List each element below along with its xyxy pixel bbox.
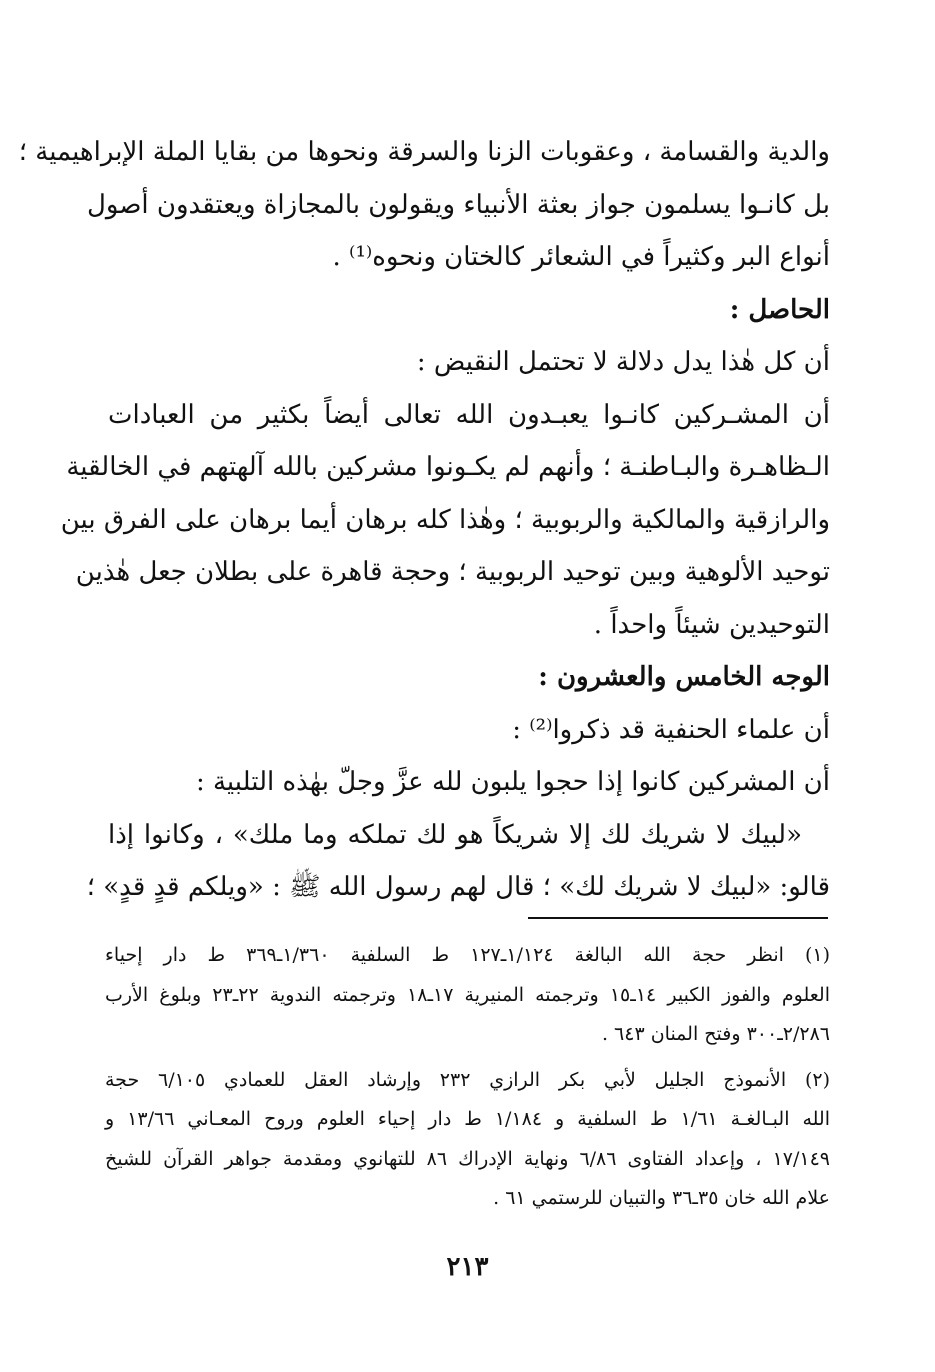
text-line: والرازقية والمالكية والربوبية ؛ وهٰذا كله برهان أيما برهان على الفرق بين — [60, 504, 830, 535]
text-line: أن المشركين كانوا إذا حجوا يلبون لله عزَّ وجلّ بهٰذه التلبية : — [195, 767, 830, 797]
text-line: بل كانـوا يسلمون جواز بعثة الأنبياء ويقولون بالمجازاة ويعتقدون أصول — [87, 189, 830, 220]
text-line: التوحيدين شيئاً واحداً . — [593, 609, 830, 640]
text-line: أن كل هٰذا يدل دلالة لا تحتمل النقيض : — [416, 347, 830, 377]
text-line: أن المشـركين كانـوا يعبـدون الله تعالى أيضاً بكثير من العبادات — [108, 399, 830, 430]
text-line: أنواع البر وكثيراً في الشعائر كالختان ونحوه⁽¹⁾ . — [332, 242, 830, 272]
footnotes — [105, 936, 830, 1219]
footnote-line: ١٧/١٤٩ ، وإعداد الفتاوى ٦/٨٦ ونهاية الإدراك ٨٦ للتهانوي ومقدمة جواهر القرآن للشيخ — [105, 1147, 831, 1170]
text-line: والدية والقسامة ، وعقوبات الزنا والسرقة ونحوها من بقايا الملة الإبراهيمية ؛ — [18, 137, 830, 167]
footnote-line: علام الله خان ٣٥ـ٣٦ والتبيان للرستمي ٦١ . — [493, 1187, 830, 1209]
footnote-line: الله البـالغـة ١/٦١ ط السلفية و ١/١٨٤ ط دار إحياء العلوم وروح المعـاني ١٣/٦٦ و — [105, 1108, 830, 1130]
section-heading: الحاصل : — [729, 294, 830, 325]
text-line: قالو: «لبيك لا شريك لك» ؛ قال لهم رسول الله ﷺ : «ويلكم قدٍ قدٍ» ؛ — [86, 872, 830, 902]
footnote-separator — [528, 917, 828, 919]
footnote-line: (٢) الأنموذج الجليل لأبي بكر الرازي ٢٣٢ وإرشاد العقل للعمادي ٦/١٠٥ حجة — [105, 1068, 830, 1091]
main-text — [18, 126, 830, 914]
text-line: الـظاهـرة والبـاطنـة ؛ وأنهم لم يكـونوا مشركين بالله آلهتهم في الخالقية — [66, 452, 830, 482]
footnote-line: ٢/٢٨٦ـ٣٠٠ وفتح المنان ٦٤٣ . — [601, 1023, 830, 1045]
section-heading: الوجه الخامس والعشرون : — [538, 662, 830, 692]
footnote-line: العلوم والفوز الكبير ١٤ـ١٥ وترجمته المنيرية ١٧ـ١٨ وترجمته الندوية ٢٢ـ٢٣ وبلوغ الأرب — [105, 983, 831, 1006]
page-number: ٢١٣ — [446, 1252, 489, 1282]
text-line: «لبيك لا شريك لك إلا شريكاً هو لك تملكه وما ملك» ، وكانوا إذا — [108, 819, 802, 850]
footnote-line: (١) انظر حجة الله البالغة ١/١٢٤ـ١٢٧ ط السلفية ١/٣٦٠ـ٣٦٩ ط دار إحياء — [105, 944, 830, 966]
text-line: أن علماء الحنفية قد ذكروا⁽²⁾ : — [512, 714, 830, 745]
text-line: توحيد الألوهية وبين توحيد الربوبية ؛ وحجة قاهرة على بطلان جعل هٰذين — [75, 557, 830, 587]
